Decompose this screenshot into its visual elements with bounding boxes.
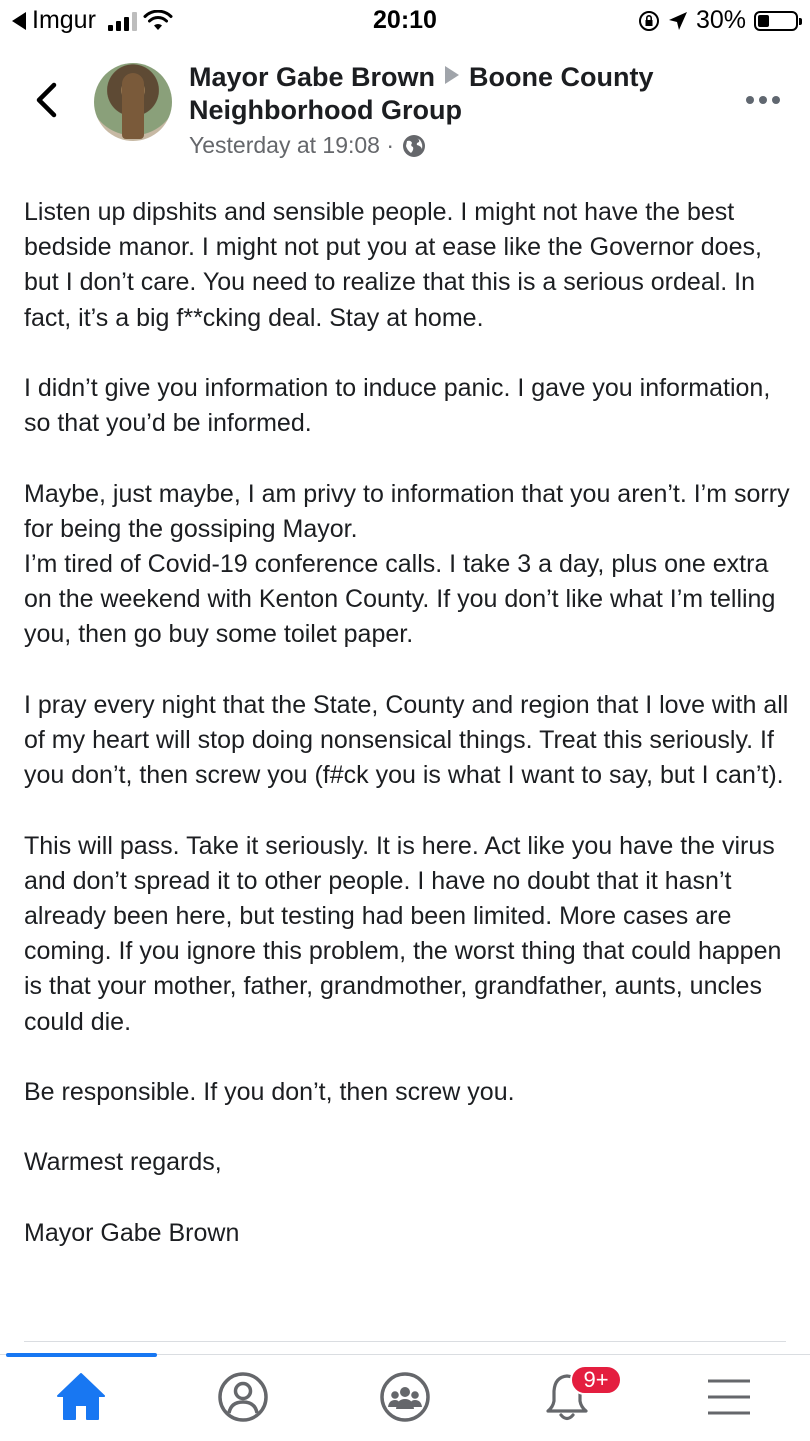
author-avatar[interactable] <box>94 63 172 141</box>
post-paragraph: This will pass. Take it seriously. It is here. Act like you have the virus and don’t spread it to other people. I have no doubt that it hasn’t already been here, but testing had been limited. More cases are coming. If you ignore this problem, the worst thing that could happen is that your mother, father, grandmother, grandfather, aunts, uncles could die. <box>24 831 782 1036</box>
post-paragraph: I’m tired of Covid-19 conference calls. I take 3 a day, plus one extra on the weekend with Kenton County. If you don’t like what I’m telling you, then go buy some toilet paper. <box>24 550 776 649</box>
post-paragraph: Warmest regards, <box>24 1148 222 1177</box>
post-paragraph: Maybe, just maybe, I am privy to information that you aren’t. I’m sorry for being the gossiping Mayor. <box>24 479 790 543</box>
groups-icon[interactable] <box>375 1367 435 1427</box>
location-arrow-icon <box>668 11 688 31</box>
battery-icon <box>754 11 798 31</box>
post-body <box>24 195 790 1286</box>
globe-icon <box>402 134 426 158</box>
clock: 20:10 <box>373 6 437 34</box>
post-title <box>189 61 709 127</box>
back-chevron-icon[interactable] <box>28 80 68 120</box>
menu-icon[interactable] <box>699 1367 759 1427</box>
post-paragraph: I didn’t give you information to induce panic. I gave you information, so that you’d be informed. <box>24 374 771 438</box>
home-icon[interactable] <box>51 1367 111 1427</box>
group-name[interactable]: Boone County Neighborhood Group <box>189 62 654 125</box>
bottom-tab-bar <box>0 1354 810 1441</box>
author-name[interactable]: Mayor Gabe Brown <box>189 62 436 92</box>
back-app-label: Imgur <box>32 6 96 34</box>
post-paragraph: I pray every night that the State, County and region that I love with all of my heart will stop doing nonsensical things. Treat this seriously. If you don’t, then screw you (f#ck you is what I want to say, but I can’t). <box>24 690 789 790</box>
post-timestamp[interactable]: Yesterday at 19:08 · <box>189 132 395 158</box>
shared-to-arrow-icon <box>445 66 459 84</box>
post-paragraph: Be responsible. If you don’t, then screw you. <box>24 1078 515 1106</box>
status-right <box>638 6 798 35</box>
post-paragraph: Listen up dipshits and sensible people. I might not have the best bedside manor. I might not put you at ease like the Governor does, but I don’t care. You need to realize that this is a serious ordeal. In fact, it’s a big f**cking deal. Stay at home. <box>24 198 762 332</box>
post-meta <box>189 132 426 159</box>
status-bar <box>0 0 810 42</box>
profile-icon[interactable] <box>213 1367 273 1427</box>
battery-percent: 30% <box>695 6 746 34</box>
active-tab-indicator <box>6 1353 157 1357</box>
content-divider <box>24 1341 786 1342</box>
notifications-badge: 9+ <box>570 1365 622 1395</box>
rotation-lock-icon <box>638 10 660 32</box>
post-header <box>0 55 810 165</box>
more-options-icon[interactable] <box>746 93 780 107</box>
post-signature: Mayor Gabe Brown <box>24 1218 240 1247</box>
